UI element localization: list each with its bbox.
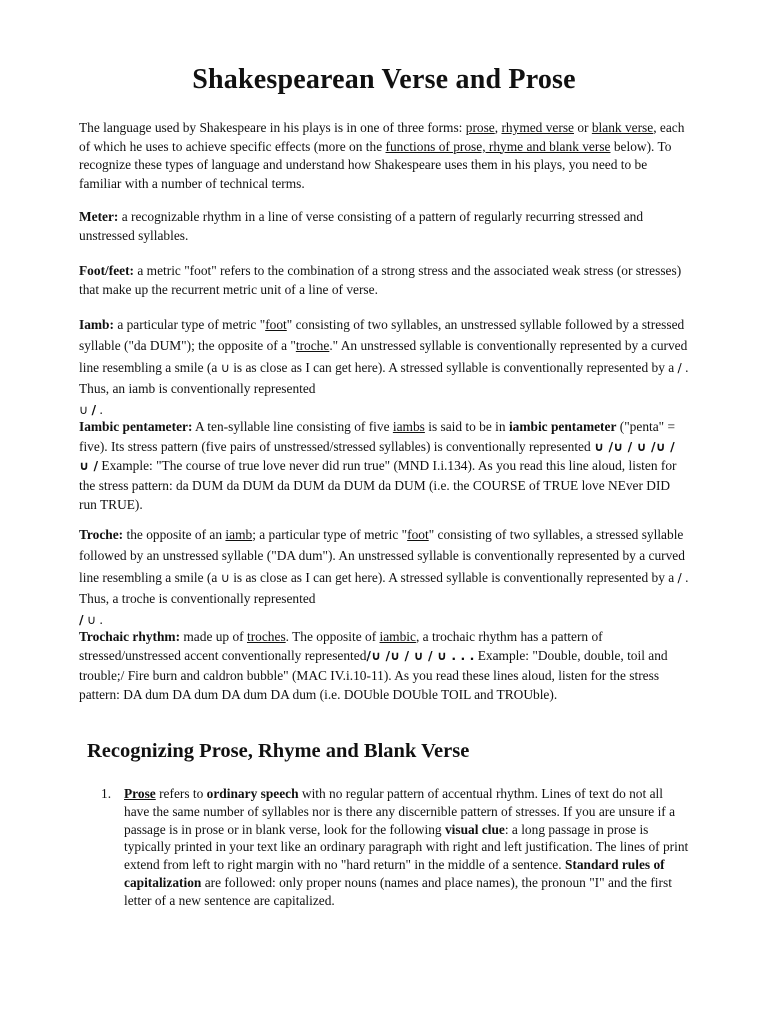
pentameter-text-4: Example: "The course of true love never did run true" (MND I.i.134). As you read this line aloud, listen for the stress pattern: da DUM da DUM da DUM da DUM da DUM (i.e. the COURSE of TRUE love NEver DID run TRUE). [79, 458, 677, 512]
stressed-symbol: / [79, 612, 84, 628]
pentameter-term: Iambic pentameter: [79, 419, 193, 434]
link-prose[interactable]: prose [465, 120, 495, 135]
foot-definition [79, 262, 689, 299]
trochaic-pattern: /∪ /∪ / ∪ / ∪ . . . [366, 648, 475, 664]
list-bold-3: Standard rules of capitalization [124, 857, 665, 890]
unstressed-symbol: ∪ [220, 569, 230, 585]
troche-term: Troche: [79, 527, 124, 542]
troche-text-3: " consisting of two syllables, a stressed syllable followed by an unstressed syllable ("DA dum"). An unstressed syllable is conventionally represented by a curved line resembling a smile (a [79, 527, 685, 585]
troche-text-1: the opposite of an [123, 527, 226, 542]
link-blank-verse[interactable]: blank verse [591, 120, 654, 135]
link-iambic[interactable]: iambic [379, 629, 416, 644]
foot-text: a metric "foot" refers to the combination of a strong stress and the associated weak stress (or stresses) that make up the recurrent metric unit of a line of verse. [79, 263, 682, 297]
link-iambs[interactable]: iambs [392, 419, 425, 434]
list-text-4: are followed: only proper nouns (names and place names), the pronoun "I" and the first letter of a new sentence are capitalized. [124, 874, 672, 908]
link-rhymed-verse[interactable]: rhymed verse [501, 120, 574, 135]
link-functions[interactable]: functions of prose, rhyme and blank verse [385, 138, 611, 154]
stressed-symbol: / [91, 402, 97, 418]
troche-text-2: ; a particular type of metric " [252, 527, 408, 542]
iamb-text-4: is as close as I can get here). A stressed syllable is conventionally represented by a [229, 359, 678, 375]
trochaic-text-3: , a trochaic rhythm has a pattern of stressed/unstressed accent conventionally represented [79, 629, 603, 664]
unstressed-symbol: ∪ [220, 359, 230, 375]
meter-definition [79, 208, 689, 245]
iamb-text-3: ." An unstressed syllable is conventionally represented by a curved line resembling a smile (a [79, 338, 688, 375]
pentameter-bold: iambic pentameter [508, 419, 617, 434]
intro-text-3: or [573, 120, 592, 135]
troche-text-4: is as close as I can get here). A stressed syllable is conventionally represented by a [229, 569, 678, 585]
iamb-text-5: . Thus, an iamb is conventionally represented [79, 359, 689, 396]
unstressed-symbol: ∪ [79, 402, 89, 418]
list-bold-2: visual clue [444, 821, 505, 837]
link-foot[interactable]: foot [407, 527, 429, 542]
iamb-text-1: a particular type of metric " [113, 317, 266, 332]
intro-text-2: , [494, 120, 502, 135]
iamb-text-2: " consisting of two syllables, an unstressed syllable followed by a stressed syllable ("da DUM"); the opposite of a " [79, 317, 685, 354]
iamb-term: Iamb: [79, 317, 114, 332]
link-iamb[interactable]: iamb [225, 527, 253, 542]
trochaic-text-2: . The opposite of [285, 629, 380, 644]
page-title: Shakespearean Verse and Prose [192, 64, 576, 95]
pentameter-text-3: ("penta" = five). Its stress pattern (five pairs of unstressed/stressed syllables) is conventionally represented [79, 419, 676, 454]
link-prose-term[interactable]: Prose [124, 786, 156, 801]
intro-paragraph [79, 119, 689, 193]
list-number: 1. [101, 786, 112, 801]
link-troche[interactable]: troche [295, 338, 330, 354]
pentameter-pattern: ∪ /∪ / ∪ /∪ / ∪ / [79, 438, 675, 473]
stressed-symbol: / [677, 569, 682, 585]
iamb-definition [79, 314, 689, 420]
meter-text: a recognizable rhythm in a line of verse consisting of a pattern of regularly recurring stressed and unstressed syllables. [79, 209, 644, 243]
list-text-3: : a long passage in prose is typically printed in your text like an ordinary paragraph with right and left justification. The lines of print extend from left to right margin with no "hard return" in the middle of a sentence. [124, 821, 689, 873]
pentameter-definition [79, 417, 689, 515]
troche-text-6: . [96, 612, 103, 628]
list-text-2: with no regular pattern of accentual rhythm. Lines of text do not all have the same number of syllables nor is there any discernible pattern of stresses. If you are unsure if a passage is in prose or in blank verse, look for the following [124, 786, 676, 837]
list-bold-1: ordinary speech [206, 786, 299, 801]
troche-definition [79, 524, 689, 630]
intro-text-1: The language used by Shakespeare in his plays is in one of three forms: [79, 120, 466, 135]
pentameter-text-1: A ten-syllable line consisting of five [192, 419, 393, 434]
stressed-symbol: / [677, 359, 682, 375]
trochaic-definition [79, 627, 689, 704]
iamb-text-6: . [96, 402, 103, 418]
list-text-1: refers to [155, 786, 207, 801]
list-item [124, 785, 690, 910]
link-foot[interactable]: foot [265, 317, 287, 332]
trochaic-text-1: made up of [180, 629, 247, 644]
meter-term: Meter: [79, 209, 119, 224]
section-heading: Recognizing Prose, Rhyme and Blank Verse [87, 740, 470, 762]
troche-text-5: . Thus, a troche is conventionally represented [79, 569, 689, 606]
foot-term: Foot/feet: [79, 263, 135, 278]
intro-text-5: below). To recognize these types of language and understand how Shakespeare uses them in his plays, you need to be familiar with a number of technical terms. [79, 138, 672, 191]
link-troches[interactable]: troches [246, 629, 286, 644]
intro-text-4: , each of which he uses to achieve specific effects (more on the [79, 120, 685, 154]
unstressed-symbol: ∪ [86, 612, 97, 628]
trochaic-text-4: Example: "Double, double, toil and trouble;/ Fire burn and caldron bubble" (MAC IV.i.10-11). As you read these lines aloud, listen for the stress pattern: DA dum DA dum DA dum DA dum (i.e. DOUble DOUble TOIL and TROUble). [79, 648, 668, 702]
pentameter-text-2: is said to be in [424, 419, 509, 434]
trochaic-term: Trochaic rhythm: [79, 629, 181, 644]
